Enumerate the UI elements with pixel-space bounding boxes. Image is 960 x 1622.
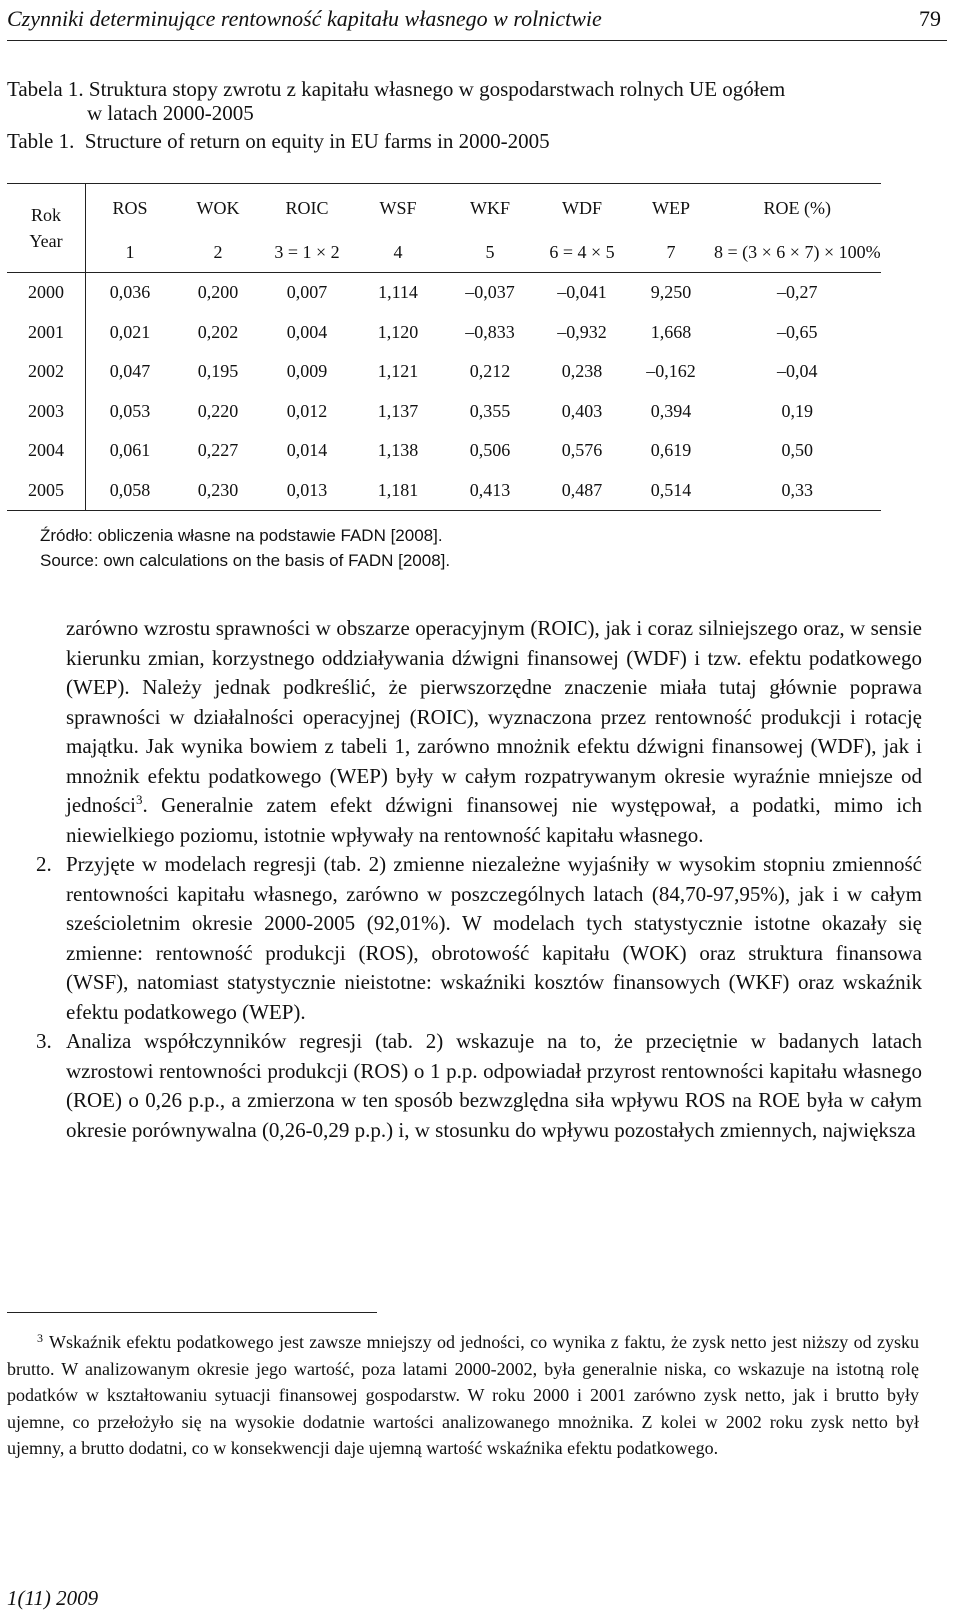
value-cell: 0,413 xyxy=(444,471,536,511)
paragraph-text: zarówno wzrostu sprawności w obszarze operacyjnym (ROIC), jak i coraz silniejszego oraz, w sensie kierunku zmian, korzystnego oddziaływania dźwigni finansowej (WDF) i tzw. efektu podatkowego (WEP). Należy jednak podkreślić, że pierwszorzędne znaczenie miała tutaj głównie poprawa sprawności w działalności operacyjnej (ROIC), wyznaczona przez rentowność produkcji i rotację majątku. Jak wynika bowiem z tabeli 1, zarówno mnożnik efektu dźwigni finansowej (WDF), jak i mnożnik efektu podatkowego (WEP) były w całym rozpatrywanym okresie wyraźnie mniejsze od jedności xyxy=(66,616,922,817)
table-row xyxy=(7,392,881,432)
column-number: 1 xyxy=(86,232,175,273)
value-cell: 0,202 xyxy=(197,321,239,342)
value-cell: 0,061 xyxy=(109,440,151,461)
value-cell: 0,014 xyxy=(286,440,328,461)
running-header xyxy=(7,2,947,41)
year-cell: 2001 xyxy=(7,313,86,353)
year-cell: 2002 xyxy=(7,352,86,392)
value-cell: 0,50 xyxy=(781,440,814,461)
column-number: 3 = 1 × 2 xyxy=(262,232,352,273)
value-cell: 0,619 xyxy=(650,440,692,461)
table-body xyxy=(7,273,881,511)
value-cell: 1,137 xyxy=(377,400,419,421)
column-number: 4 xyxy=(352,232,444,273)
value-cell: 1,120 xyxy=(377,321,419,342)
value-cell: 0,013 xyxy=(262,471,352,511)
value-cell: 0,514 xyxy=(628,471,714,511)
footnote-reference: 3 xyxy=(135,792,143,807)
year-header xyxy=(7,184,86,273)
value-cell: 1,668 xyxy=(650,321,692,342)
table-row xyxy=(7,471,881,511)
value-cell: 0,007 xyxy=(286,282,328,303)
value-cell: 1,138 xyxy=(377,440,419,461)
value-cell: 0,403 xyxy=(561,400,603,421)
footnote xyxy=(7,1325,919,1462)
value-cell: 0,355 xyxy=(469,400,511,421)
column-header: WDF xyxy=(562,197,602,218)
value-cell: –0,041 xyxy=(557,282,607,303)
year-cell: 2000 xyxy=(7,273,86,313)
footnote-marker: 3 xyxy=(37,1331,43,1345)
issue-number: 1(11) 2009 xyxy=(7,1586,99,1610)
value-cell: 0,227 xyxy=(197,440,239,461)
list-text: Przyjęte w modelach regresji (tab. 2) zmienne niezależne wyjaśniły w wysokim stopniu zmienność rentowności kapitału własnego, zarówno w poszczególnych latach (84,70-97,95%), jak i w całym sześcioletnim okresie 2000-2005 (92,01%). W modelach tych statystycznie istotne okazały się zmienne: rentowność produkcji (ROS), obrotowość kapitału (WOK) oraz struktura finansowa (WSF), natomiast statystycznie nieistotne: wskaźniki kosztów finansowych (WKF) oraz wskaźnik efektu podatkowego (WEP). xyxy=(66,852,922,1024)
list-item-3 xyxy=(36,1027,922,1145)
value-cell: 0,394 xyxy=(650,400,692,421)
value-cell: 9,250 xyxy=(650,282,692,303)
value-cell: 0,220 xyxy=(197,400,239,421)
value-cell: 0,19 xyxy=(781,400,814,421)
value-cell: –0,833 xyxy=(465,321,515,342)
column-number: 7 xyxy=(628,232,714,273)
value-cell: 0,053 xyxy=(109,400,151,421)
column-number: 8 = (3 × 6 × 7) × 100% xyxy=(714,232,881,273)
value-cell: 0,012 xyxy=(286,400,328,421)
value-cell: 0,33 xyxy=(714,471,881,511)
value-cell: 0,058 xyxy=(86,471,175,511)
column-header: WOK xyxy=(196,197,240,218)
value-cell: 0,487 xyxy=(536,471,628,511)
page-number: 79 xyxy=(919,6,941,31)
source-en: Source: own calculations on the basis of FADN [2008]. xyxy=(40,551,451,570)
column-header: WSF xyxy=(379,197,417,218)
year-cell: 2004 xyxy=(7,431,86,471)
value-cell: 0,195 xyxy=(197,361,239,382)
table-header-row xyxy=(7,184,881,233)
footnote-divider xyxy=(7,1312,377,1313)
column-header: WKF xyxy=(470,197,510,218)
value-cell: –0,932 xyxy=(557,321,607,342)
list-text: Analiza współczynników regresji (tab. 2) wskazuje na to, że przeciętnie w badanych latach wzrostowi rentowności produkcji (ROS) o 1 p.p. odpowiadał przyrost rentowności kapitału własnego (ROE) o 0,26 p.p., a zmierzona w ten sposób bezwzględna siła wpływu ROS na ROE była w całym okresie porównywalna (0,26-0,29 p.p.) i, w stosunku do wpływu pozostałych zmiennych, największa xyxy=(66,1029,922,1142)
value-cell: 1,121 xyxy=(377,361,419,382)
value-cell: –0,65 xyxy=(777,321,818,342)
value-cell: 0,004 xyxy=(286,321,328,342)
column-header: WEP xyxy=(652,197,690,218)
value-cell: 0,021 xyxy=(109,321,151,342)
value-cell: 0,200 xyxy=(197,282,239,303)
list-number: 2. xyxy=(36,852,52,876)
list-item-2 xyxy=(36,850,922,1027)
value-cell: –0,162 xyxy=(646,361,696,382)
column-number: 6 = 4 × 5 xyxy=(536,232,628,273)
caption-pl-line2: w latach 2000-2005 xyxy=(87,101,254,125)
column-number: 2 xyxy=(174,232,262,273)
table-caption-en: Table 1. Structure of return on equity in EU farms in 2000-2005 xyxy=(7,129,550,153)
table-row xyxy=(7,313,881,353)
paragraph-text: . Generalnie zatem efekt dźwigni finansowej nie występował, a podatki, mimo ich niewielkiego poziomu, istotnie wpływały na rentowność kapitału własnego. xyxy=(66,793,922,847)
source-pl: Źródło: obliczenia własne na podstawie FADN [2008]. xyxy=(40,526,443,545)
value-cell: –0,037 xyxy=(465,282,515,303)
column-number: 5 xyxy=(444,232,536,273)
value-cell: –0,27 xyxy=(777,282,818,303)
table-row xyxy=(7,352,881,392)
value-cell: 0,047 xyxy=(109,361,151,382)
table-source xyxy=(40,523,450,573)
year-header-en: Year xyxy=(29,231,63,251)
value-cell: 1,114 xyxy=(378,282,418,303)
body-text xyxy=(36,614,922,1145)
table-row xyxy=(7,431,881,471)
list-number: 3. xyxy=(36,1029,52,1053)
footnote-text: Wskaźnik efektu podatkowego jest zawsze mniejszy od jedności, co wynika z faktu, że zysk netto jest niższy od zysku brutto. W analizowanym okresie jego wartość, poza latami 2000-2002, była generalnie niska, co wskazuje na istotną rolę podatków w kształtowaniu sytuacji finansowej gospodarstw. W roku 2000 i 2001 zarówno zysk netto, jak i brutto były ujemne, co przełożyło się na wysokie dodatnie wartości analizowanego mnożnika. Z kolei w 2002 roku zysk netto był ujemny, a brutto dodatni, co w konsekwencji daje ujemną wartość wskaźnika efektu podatkowego. xyxy=(7,1332,919,1458)
value-cell: 0,238 xyxy=(561,361,603,382)
caption-pl-line1: Tabela 1. Struktura stopy zwrotu z kapitału własnego w gospodarstwach rolnych UE ogółem xyxy=(7,77,786,101)
table-caption-pl xyxy=(7,77,952,125)
year-cell: 2003 xyxy=(7,392,86,432)
value-cell: –0,04 xyxy=(777,361,818,382)
column-header: ROIC xyxy=(285,197,329,218)
year-cell: 2005 xyxy=(7,471,86,511)
table-number-row xyxy=(7,232,881,273)
paragraph-continued xyxy=(66,614,922,850)
running-title: Czynniki determinujące rentowność kapitału własnego w rolnictwie xyxy=(7,6,602,31)
value-cell: 0,506 xyxy=(469,440,511,461)
table-row xyxy=(7,273,881,313)
column-header: ROE (%) xyxy=(763,197,832,218)
year-header-pl: Rok xyxy=(30,205,61,225)
value-cell: 0,576 xyxy=(561,440,603,461)
value-cell: 0,212 xyxy=(469,361,511,382)
value-cell: 0,009 xyxy=(286,361,328,382)
value-cell: 0,036 xyxy=(109,282,151,303)
column-header: ROS xyxy=(112,197,148,218)
data-table xyxy=(7,183,881,511)
value-cell: 1,181 xyxy=(352,471,444,511)
value-cell: 0,230 xyxy=(174,471,262,511)
